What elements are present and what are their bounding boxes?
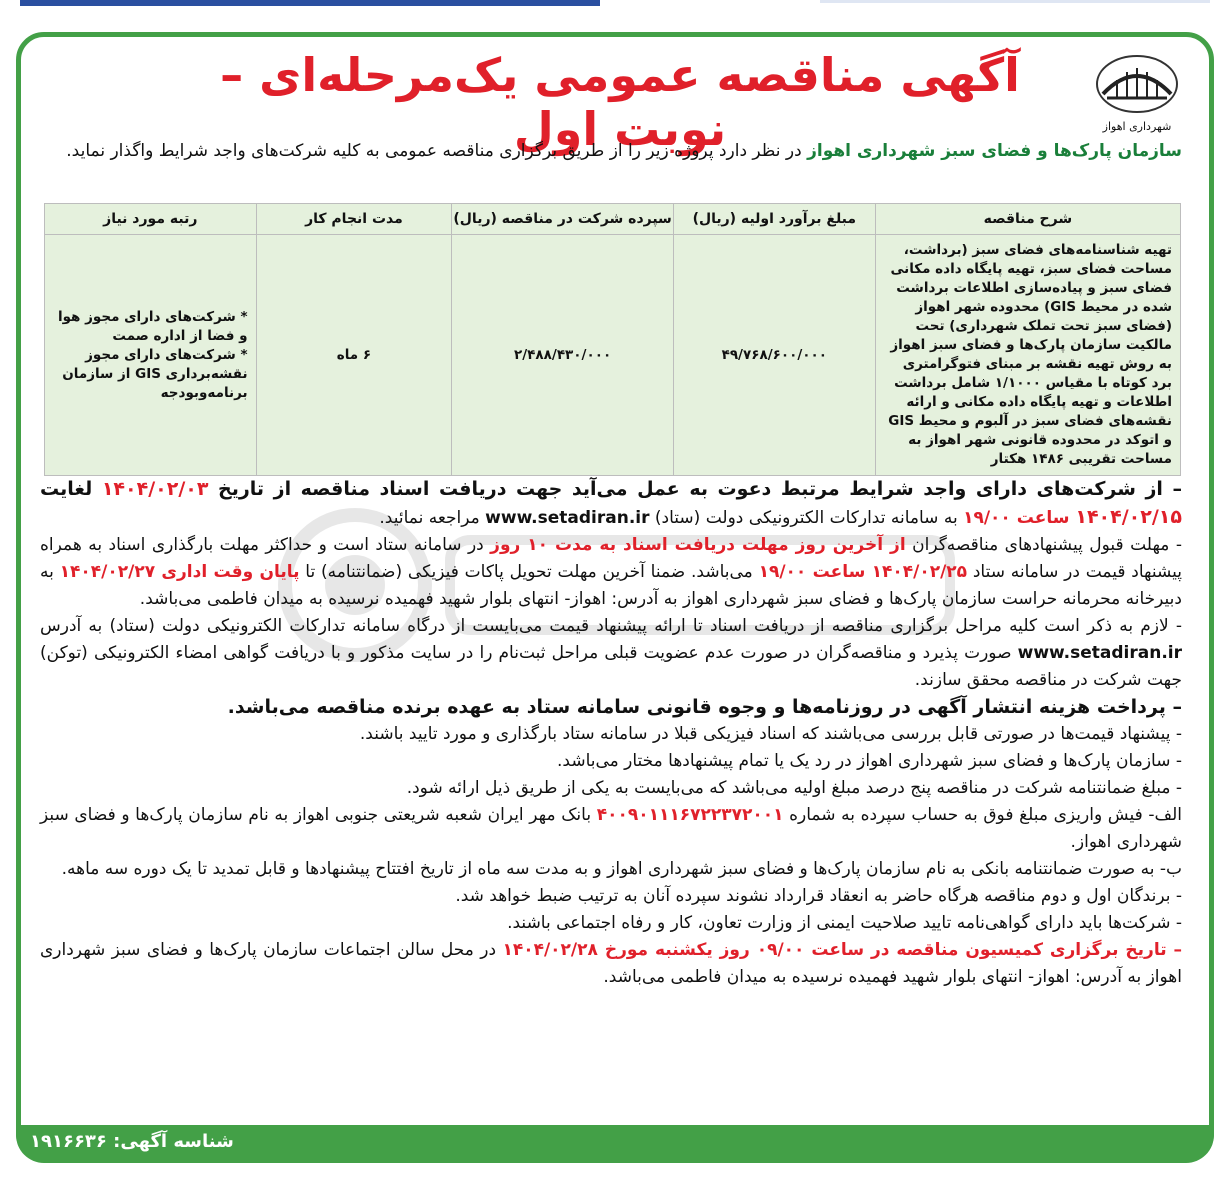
top-bar (20, 0, 600, 6)
text: صورت پذیرد و مناقصه‌گران در صورت عدم عضویت قبلی مراحل ثبت‌نام را در سایت مذکور و با دریافت گواهی امضاء الکترونیکی (توکن) جهت شرکت در مناقصه محقق سازند. (40, 643, 1182, 690)
text: به دبیرخانه محرمانه حراست سازمان پارک‌ها و فضای سبز شهرداری اهواز به آدرس: اهواز- انتهای بلوار شهید فهمیده نرسیده به میدان فاطمی می‌باشد. (40, 562, 1182, 609)
text: لغایت (40, 478, 102, 500)
paragraph-guarantee: - مبلغ ضمانتنامه شرکت در مناقصه پنج درصد مبلغ اولیه می‌باشد که می‌بایست به یکی از طریق ذیل ارائه شود. (406, 778, 1182, 798)
cell-description: تهیه شناسنامه‌های فضای سبز (برداشت، مساحت فضای سبز، تهیه پایگاه داده مکانی فضای سبز و پیاده‌سازی اطلاعات برداشت شده در محیط GIS) محدوده شهر اهواز (فضای سبز تحت تملک شهرداری) تحت مالکیت سازمان پارک‌ها و فضای سبز اهواز به روش تهیه نقشه بر مبنای فتوگرامتری برد کوتاه با مقیاس ۱/۱۰۰۰ شامل برداشت اطلاعات و تهیه پایگاه داده مکانی و ارائه نقشه‌های فضای سبز در آلبوم و محیط GIS و اتوکد در محدوده قانونی شهر اهواز به مساحت تقریبی ۱۴۸۶ هکتار (875, 235, 1180, 476)
paragraph-cost: – پرداخت هزینه انتشار آگهی در روزنامه‌ها و وجوه قانونی سامانه ستاد به عهده برنده مناقصه می‌باشد. (227, 696, 1182, 718)
logo-caption: شهرداری اهواز (1102, 120, 1172, 133)
page-title: آگهی مناقصه عمومی یک‌مرحله‌ای – نوبت اول (220, 48, 1020, 156)
paragraph-account (40, 802, 1182, 856)
bridge-icon (1093, 50, 1181, 114)
text: الف- فیش واریزی مبلغ فوق به حساب سپرده به شماره (783, 805, 1182, 825)
ad-id: شناسه آگهی: ۱۹۱۶۶۳۶ (30, 1131, 234, 1152)
paragraph-rights: - سازمان پارک‌ها و فضای سبز شهرداری اهواز در رد یک یا تمام پیشنهادها مختار می‌باشد. (557, 751, 1182, 771)
table-row (45, 235, 1181, 476)
cell-rank (45, 235, 257, 476)
commission-date: – تاریخ برگزاری کمیسیون مناقصه در ساعت ۰۹/۰۰ روز یکشنبه مورخ ۱۴۰۴/۰۲/۲۸ (502, 940, 1183, 960)
intro-text: در نظر دارد پروژه زیر را از طریق برگزاری مناقصه عمومی به کلیه شرکت‌های واجد شرایط واگذار نماید. (66, 141, 808, 161)
text: مراجعه نمائید. (379, 508, 486, 528)
paragraph-commission (40, 937, 1182, 991)
text: – از شرکت‌های دارای واجد شرایط مرتبط دعوت به عمل می‌آید جهت دریافت اسناد مناقصه از تاریخ (208, 478, 1183, 500)
col-rank: رتبه مورد نیاز (45, 204, 257, 235)
ad-body (40, 476, 1182, 991)
deadline: از آخرین روز مهلت دریافت اسناد به مدت ۱۰ روز (490, 535, 906, 555)
paragraph-safety: - شرکت‌ها باید دارای گواهی‌نامه تایید صلاحیت ایمنی از وزارت تعاون، کار و رفاه اجتماعی باشند. (507, 913, 1182, 933)
text: بانک مهر ایران شعبه شریعتی جنوبی اهواز به نام سازمان پارک‌ها و فضای سبز شهرداری اهواز. (40, 805, 1182, 852)
organization-name: سازمان پارک‌ها و فضای سبز شهرداری اهواز (807, 141, 1182, 161)
cell-estimate: ۴۹/۷۶۸/۶۰۰/۰۰۰ (673, 235, 875, 476)
col-description: شرح مناقصه (875, 204, 1180, 235)
top-bar-right (820, 0, 1210, 3)
paragraph-documents (40, 476, 1182, 532)
municipality-logo (1093, 50, 1181, 132)
deadline: ۱۴۰۴/۰۲/۲۵ ساعت ۱۹/۰۰ (758, 562, 968, 582)
cell-duration: ۶ ماه (256, 235, 452, 476)
paragraph-setad (40, 613, 1182, 694)
tender-table (44, 203, 1181, 476)
text: در محل سالن اجتماعات سازمان پارک‌ها و فضای سبز شهرداری اهواز به آدرس: اهواز- انتهای بلوار شهید فهمیده نرسیده به میدان فاطمی می‌باشد. (40, 940, 1182, 987)
col-estimate: مبلغ برآورد اولیه (ریال) (673, 204, 875, 235)
text: - لازم به ذکر است کلیه مراحل برگزاری مناقصه از دریافت اسناد تا ارائه پیشنهاد قیمت می‌بایست از درگاه سامانه تدارکات الکترونیکی دولت (ستاد) به آدرس (40, 616, 1182, 636)
intro-paragraph (40, 138, 1182, 165)
date: ۱۴۰۴/۰۲/۰۳ (101, 478, 209, 500)
rank-item: * شرکت‌های دارای مجوز نقشه‌برداری GIS از سازمان برنامه‌وبودجه (62, 346, 248, 401)
paragraph-deadline (40, 532, 1182, 613)
text: می‌باشد. ضمنا آخرین مهلت تحویل پاکات فیزیکی (ضمانتنامه) تا (299, 562, 759, 582)
site-link[interactable]: www.setadiran.ir (1017, 643, 1182, 663)
rank-item: * شرکت‌های دارای مجوز هوا و فضا از اداره صمت (57, 308, 248, 344)
time: ساعت ۱۹/۰۰ (963, 508, 1076, 528)
col-duration: مدت انجام کار (256, 204, 452, 235)
table-header-row (45, 204, 1181, 235)
text: به سامانه تدارکات الکترونیکی دولت (ستاد) (649, 508, 964, 528)
col-deposit: سپرده شرکت در مناقصه (ریال) (452, 204, 674, 235)
account-number: ۴۰۰۹۰۱۱۱۶۷۲۲۳۷۲۰۰۱ (596, 805, 784, 825)
cell-deposit: ۲/۴۸۸/۴۳۰/۰۰۰ (452, 235, 674, 476)
paragraph-condition: - پیشنهاد قیمت‌ها در صورتی قابل بررسی می‌باشند که اسناد فیزیکی قبلا در سامانه ستاد بارگذاری و مورد تایید باشند. (359, 724, 1182, 744)
site-link[interactable]: www.setadiran.ir (485, 508, 650, 528)
deadline: پایان وقت اداری ۱۴۰۴/۰۲/۲۷ (59, 562, 300, 582)
paragraph-winners: - برندگان اول و دوم مناقصه هرگاه حاضر به انعقاد قرارداد نشوند سپرده آنان به ترتیب ضبط خواهد شد. (455, 886, 1182, 906)
date: ۱۴۰۴/۰۲/۱۵ (1075, 506, 1182, 528)
text: در سامانه ستاد است و حداکثر مهلت بارگذاری اسناد به همراه پیشنهاد قیمت در سامانه ستاد (40, 535, 1183, 582)
text: - مهلت قبول پیشنهادهای مناقصه‌گران (905, 535, 1182, 555)
paragraph-bank-guarantee: ب- به صورت ضمانتنامه بانکی به نام سازمان پارک‌ها و فضای سبز شهرداری اهواز و به مدت سه ماه از تاریخ افتتاح پیشنهادها و قابل تمدید تا یک دوره سه ماهه. (61, 859, 1182, 879)
